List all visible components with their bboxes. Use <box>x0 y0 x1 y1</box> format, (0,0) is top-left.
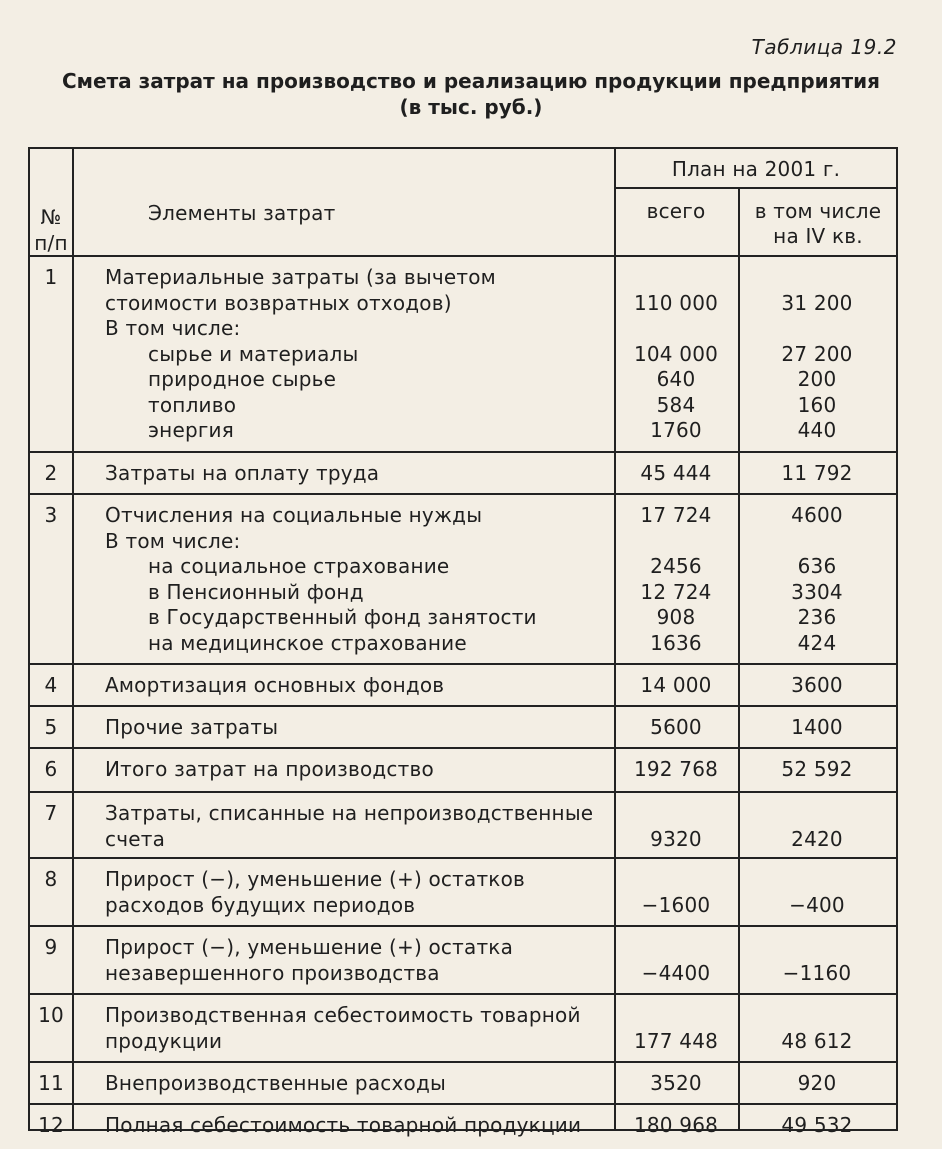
value-q4: 27 200 <box>781 341 853 366</box>
value-total: 192 768 <box>633 757 719 781</box>
title-line-2: (в тыс. руб.) <box>399 95 543 119</box>
cost-element-label: Производственная себестоимость товарной <box>105 1003 581 1027</box>
value-total: 584 <box>656 392 696 417</box>
value-q4: 424 <box>797 630 837 655</box>
value-q4: 636 <box>797 554 837 578</box>
row-number: 6 <box>44 757 58 781</box>
value-q4: 920 <box>797 1071 837 1095</box>
cost-element-label: расходов будущих периодов <box>105 892 416 917</box>
cost-element-label: продукции <box>105 1028 223 1053</box>
cost-element-label: счета <box>105 826 166 851</box>
value-total: −4400 <box>641 960 711 985</box>
table-row <box>30 495 896 663</box>
cost-element-label: Прочие затраты <box>105 715 279 739</box>
value-total: −1600 <box>641 892 711 917</box>
value-total: 110 000 <box>633 290 719 315</box>
value-q4: 2420 <box>791 826 843 851</box>
cost-element-label: Затраты на оплату труда <box>105 461 380 485</box>
value-q4: 1400 <box>791 715 843 739</box>
cost-estimate-table <box>28 147 898 1137</box>
sub-element-label: на медицинское страхование <box>148 630 467 655</box>
value-q4: 11 792 <box>781 461 853 485</box>
title-line-1: Смета затрат на производство и реализацию продукции предприятия <box>62 69 880 93</box>
value-q4: 3304 <box>791 579 843 604</box>
value-q4: 52 592 <box>781 757 853 781</box>
value-q4: 49 532 <box>781 1113 853 1137</box>
value-q4: −400 <box>789 892 845 917</box>
header-q4-line-2: на IV кв. <box>773 224 863 248</box>
table-row <box>30 995 896 1061</box>
value-total: 9320 <box>650 826 702 851</box>
header-number-line-1: № <box>40 205 62 229</box>
header-q4 <box>738 199 898 249</box>
row-number: 12 <box>38 1113 64 1137</box>
value-total: 5600 <box>650 715 702 739</box>
sub-element-label: природное сырье <box>148 367 337 391</box>
value-total: 2456 <box>650 554 702 578</box>
value-total: 908 <box>656 605 696 629</box>
value-q4: 3600 <box>791 673 843 697</box>
header-total: всего <box>646 199 706 223</box>
value-total: 104 000 <box>633 341 719 366</box>
cost-element-label: незавершенного производства <box>105 960 440 985</box>
header-plan: План на 2001 г. <box>671 157 841 181</box>
cost-element-label: Затраты, списанные на непроизводственные <box>105 801 594 825</box>
sub-element-label: сырье и материалы <box>148 341 359 366</box>
sub-element-label: в Пенсионный фонд <box>148 579 364 604</box>
header-q4-line-1: в том числе <box>754 199 882 223</box>
cost-element-label: стоимости возвратных отходов) <box>105 290 452 315</box>
table-row-rule <box>614 187 896 189</box>
value-q4: 236 <box>797 605 837 629</box>
value-q4: −1160 <box>782 960 852 985</box>
cost-element-label: В том числе: <box>105 528 241 553</box>
cost-element-label: В том числе: <box>105 316 241 340</box>
page-title <box>0 68 942 120</box>
cost-element-label: Итого затрат на производство <box>105 757 434 781</box>
cost-element-label: Внепроизводственные расходы <box>105 1071 446 1095</box>
value-total: 17 724 <box>640 503 712 527</box>
header-elements: Элементы затрат <box>148 201 336 225</box>
cost-element-label: Прирост (−), уменьшение (+) остатка <box>105 935 514 959</box>
cost-element-label: Полная себестоимость товарной продукции <box>105 1113 582 1137</box>
value-q4: 200 <box>797 367 837 391</box>
header-number-line-2: п/п <box>34 231 68 255</box>
table-row <box>30 257 896 451</box>
table-row <box>30 793 896 857</box>
header-number <box>30 204 72 256</box>
table-row <box>30 749 896 791</box>
row-number: 9 <box>44 935 58 959</box>
row-number: 5 <box>44 715 58 739</box>
table-row <box>30 453 896 493</box>
sub-element-label: в Государственный фонд занятости <box>148 605 537 629</box>
value-total: 1760 <box>650 418 702 442</box>
value-total: 12 724 <box>640 579 712 604</box>
row-number: 1 <box>44 265 58 289</box>
value-q4: 31 200 <box>781 290 853 315</box>
row-number: 8 <box>44 867 58 891</box>
value-q4: 160 <box>797 392 837 417</box>
row-number: 4 <box>44 673 58 697</box>
cost-element-label: Прирост (−), уменьшение (+) остатков <box>105 867 525 891</box>
cost-element-label: Амортизация основных фондов <box>105 673 445 697</box>
row-number: 10 <box>38 1003 64 1027</box>
value-total: 177 448 <box>633 1028 719 1053</box>
value-q4: 440 <box>797 418 837 442</box>
row-number: 11 <box>38 1071 64 1095</box>
page-bottom-edge <box>50 1135 900 1147</box>
value-total: 1636 <box>650 630 702 655</box>
value-total: 3520 <box>650 1071 702 1095</box>
value-q4: 4600 <box>791 503 843 527</box>
value-total: 14 000 <box>640 673 712 697</box>
table-row <box>30 859 896 925</box>
value-total: 45 444 <box>640 461 712 485</box>
sub-element-label: на социальное страхование <box>148 554 450 578</box>
row-number: 7 <box>44 801 58 825</box>
row-number: 3 <box>44 503 58 527</box>
table-caption: Таблица 19.2 <box>751 35 897 59</box>
cost-element-label: Отчисления на социальные нужды <box>105 503 483 527</box>
sub-element-label: энергия <box>148 418 234 442</box>
table-row <box>30 927 896 993</box>
sub-element-label: топливо <box>148 392 237 417</box>
row-number: 2 <box>44 461 58 485</box>
value-q4: 48 612 <box>781 1028 853 1053</box>
table-row <box>30 665 896 705</box>
value-total: 180 968 <box>633 1113 719 1137</box>
table-row <box>30 707 896 747</box>
table-row <box>30 1063 896 1103</box>
value-total: 640 <box>656 367 696 391</box>
cost-element-label: Материальные затраты (за вычетом <box>105 265 496 289</box>
